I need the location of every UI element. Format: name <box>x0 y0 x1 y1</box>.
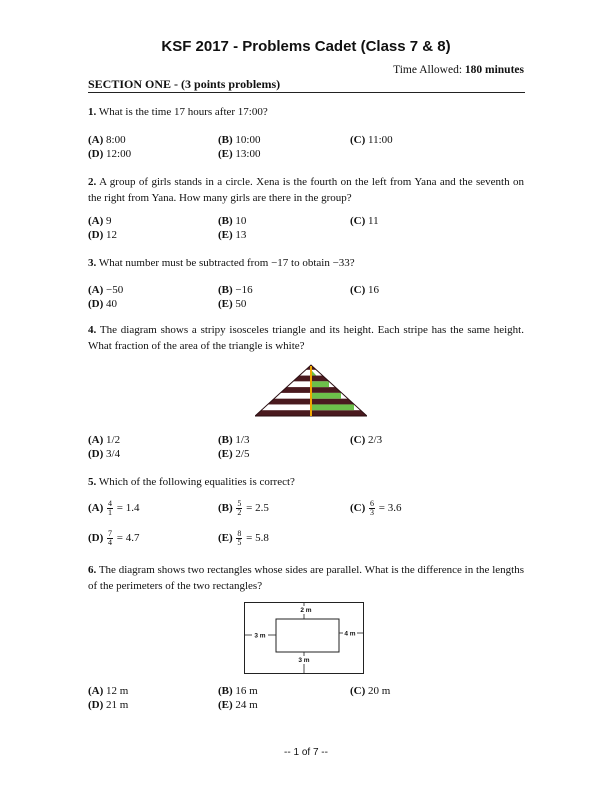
option-4e: (E) 2/5 <box>218 448 250 460</box>
option-2b: (B) 10 <box>218 215 247 227</box>
label-bottom: 3 m <box>298 657 310 664</box>
question-text: A group of girls stands in a circle. Xena is the fourth on the left from Yana and the seventh on the right from Yana. How many girls are there in the group? <box>88 176 524 204</box>
option-1c: (C) 11:00 <box>350 134 393 146</box>
question-number: 3. <box>88 257 97 269</box>
green-region-2 <box>311 381 329 387</box>
question-6 <box>88 562 524 594</box>
option-3c: (C) 16 <box>350 284 380 296</box>
option-4d: (D) 3/4 <box>88 448 121 460</box>
option-1b: (B) 10:00 <box>218 134 261 146</box>
option-6d: (D) 21 m <box>88 699 129 711</box>
time-label: Time Allowed: <box>393 64 463 76</box>
label-right: 4 m <box>344 630 356 638</box>
option-3d: (D) 40 <box>88 298 118 310</box>
option-2a: (A) 9 <box>88 215 112 227</box>
option-4c: (C) 2/3 <box>350 434 383 446</box>
option-3a: (A) −50 <box>88 284 124 296</box>
green-region-4 <box>311 404 354 410</box>
option-1e: (E) 13:00 <box>218 148 261 160</box>
section-heading: SECTION ONE - (3 points problems) <box>88 77 281 91</box>
option-6e: (E) 24 m <box>218 699 258 711</box>
option-5b: (B) $\frac{5}{2}$ = 2.5 <box>218 499 269 517</box>
option-6b: (B) 16 m <box>218 685 258 697</box>
option-6c: (C) 20 m <box>350 685 391 697</box>
green-region-3 <box>311 393 341 399</box>
option-5e: (E) $\frac{8}{5}$ = 5.8 <box>218 529 269 547</box>
page-title: KSF 2017 - Problems Cadet (Class 7 & 8) <box>161 38 451 55</box>
inner-rectangle <box>276 619 339 652</box>
question-number: 1. <box>88 106 97 118</box>
page-number-footer: -- 1 of 7 -- <box>284 747 328 758</box>
option-4b: (B) 1/3 <box>218 434 250 446</box>
question-1 <box>88 104 524 120</box>
option-5a: (A) $\frac{4}{1}$ = 1.4 <box>88 499 140 517</box>
question-text: The diagram shows two rectangles whose sides are parallel. What is the difference in the lengths of the perimeters of the two rectangles? <box>88 564 524 592</box>
question-2 <box>88 174 524 206</box>
time-value: 180 minutes <box>464 64 524 76</box>
option-1d: (D) 12:00 <box>88 148 132 160</box>
question-number: 2. <box>88 176 97 188</box>
question-text: The diagram shows a stripy isosceles triangle and its height. Each stripe has the same height. What fraction of the area of the triangle is white? <box>88 324 524 352</box>
section-divider <box>88 92 525 93</box>
option-5c: (C) $\frac{6}{3}$ = 3.6 <box>350 499 402 517</box>
option-4a: (A) 1/2 <box>88 434 121 446</box>
question-number: 4. <box>88 324 97 336</box>
question-text: Which of the following equalities is correct? <box>98 476 295 488</box>
question-number: 6. <box>88 564 97 576</box>
question-text: What number must be subtracted from −17 to obtain −33? <box>98 257 355 269</box>
question-5 <box>88 474 524 490</box>
option-5d: (D) $\frac{7}{4}$ = 4.7 <box>88 529 140 547</box>
label-top: 2 m <box>300 607 312 614</box>
question-number: 5. <box>88 476 97 488</box>
question-4 <box>88 322 524 354</box>
time-allowed <box>393 64 524 76</box>
option-2c: (C) 11 <box>350 215 379 227</box>
nested-rectangles-diagram <box>244 602 364 674</box>
option-6a: (A) 12 m <box>88 685 129 697</box>
label-left: 3 m <box>254 632 266 640</box>
striped-triangle-diagram <box>255 364 367 418</box>
option-3b: (B) −16 <box>218 284 253 296</box>
option-1a: (A) 8:00 <box>88 134 126 146</box>
option-2e: (E) 13 <box>218 229 247 241</box>
option-3e: (E) 50 <box>218 298 247 310</box>
question-text: What is the time 17 hours after 17:00? <box>98 106 268 118</box>
option-2d: (D) 12 <box>88 229 118 241</box>
question-3 <box>88 255 524 271</box>
